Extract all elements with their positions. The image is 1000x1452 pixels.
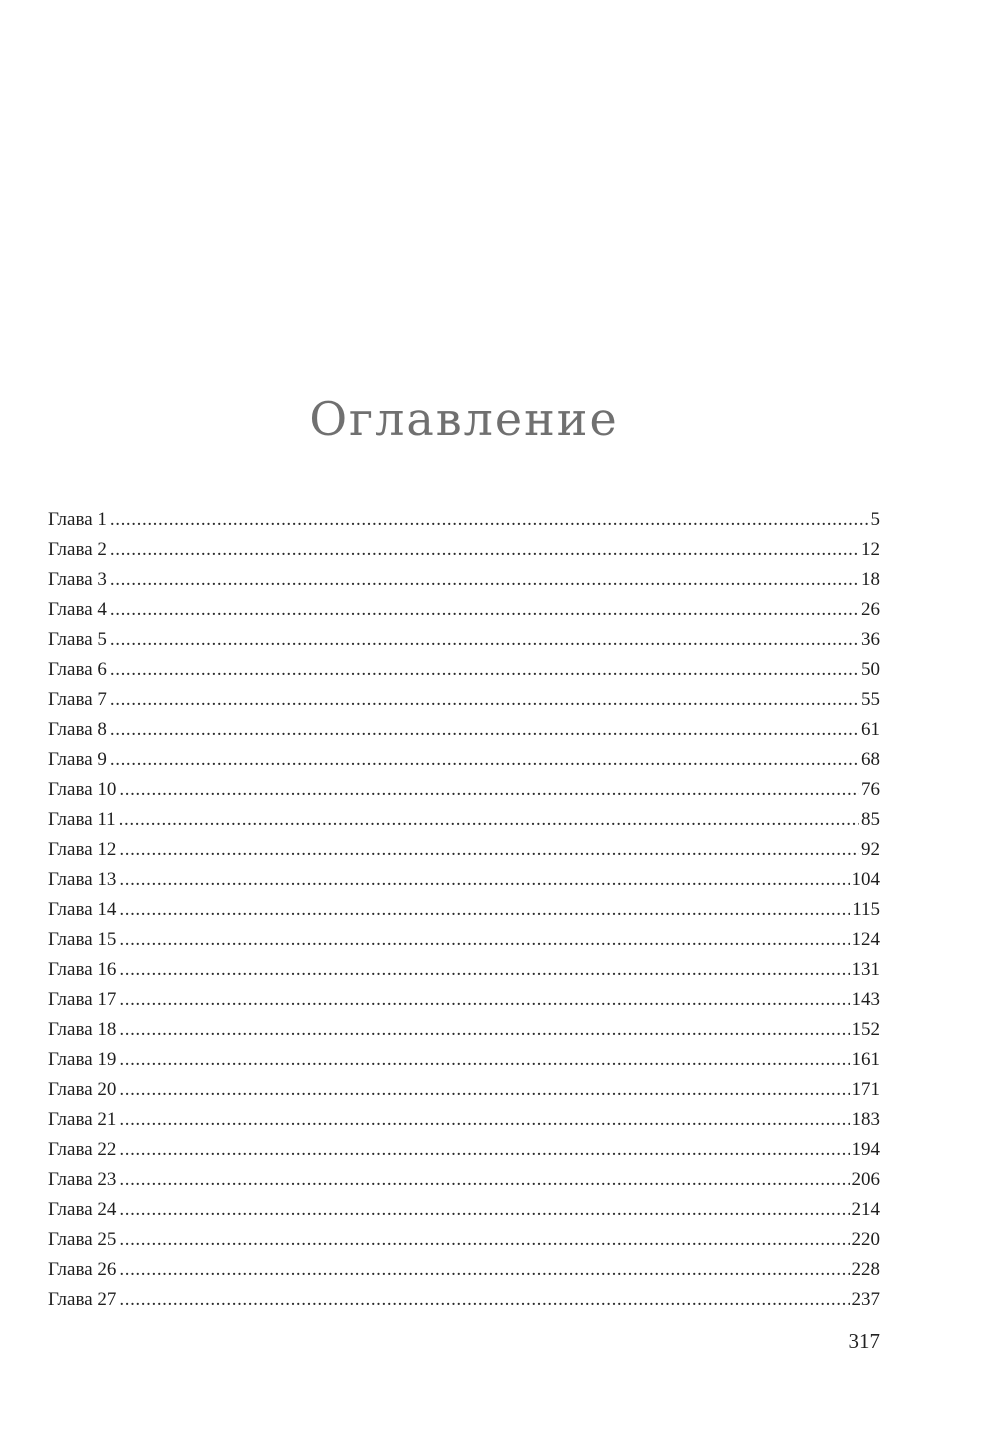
toc-entry-label: Глава 16 bbox=[48, 959, 117, 980]
toc-dot-leader bbox=[119, 1165, 849, 1195]
toc-entry bbox=[48, 1075, 880, 1105]
toc-entry-page: 5 bbox=[870, 509, 880, 530]
toc-entry bbox=[48, 805, 880, 835]
toc-entry-label: Глава 27 bbox=[48, 1289, 117, 1310]
toc-entry-label: Глава 2 bbox=[48, 539, 107, 560]
toc-entry-page: 124 bbox=[851, 929, 880, 950]
toc-entry-label: Глава 7 bbox=[48, 689, 107, 710]
toc-entry bbox=[48, 895, 880, 925]
toc-entry-page: 194 bbox=[851, 1139, 880, 1160]
toc-dot-leader bbox=[110, 505, 869, 535]
toc-entry bbox=[48, 955, 880, 985]
toc-entry-page: 104 bbox=[851, 869, 880, 890]
toc-entry-page: 50 bbox=[861, 659, 880, 680]
toc-entry bbox=[48, 625, 880, 655]
toc-entry bbox=[48, 1045, 880, 1075]
toc-entry-label: Глава 18 bbox=[48, 1019, 117, 1040]
toc-entry-page: 171 bbox=[851, 1079, 880, 1100]
toc-list bbox=[48, 505, 880, 1315]
toc-dot-leader bbox=[119, 865, 849, 895]
toc-entry-page: 152 bbox=[851, 1019, 880, 1040]
toc-entry-label: Глава 6 bbox=[48, 659, 107, 680]
toc-entry-page: 12 bbox=[861, 539, 880, 560]
toc-entry-page: 143 bbox=[851, 989, 880, 1010]
toc-dot-leader bbox=[110, 535, 859, 565]
toc-entry-label: Глава 15 bbox=[48, 929, 117, 950]
toc-entry bbox=[48, 1195, 880, 1225]
toc-entry bbox=[48, 715, 880, 745]
toc-entry-page: 237 bbox=[851, 1289, 880, 1310]
toc-entry-label: Глава 5 bbox=[48, 629, 107, 650]
toc-entry-page: 206 bbox=[851, 1169, 880, 1190]
toc-dot-leader bbox=[119, 895, 850, 925]
toc-dot-leader bbox=[119, 1225, 849, 1255]
toc-dot-leader bbox=[119, 1135, 849, 1165]
toc-entry bbox=[48, 595, 880, 625]
toc-entry-label: Глава 14 bbox=[48, 899, 117, 920]
toc-entry bbox=[48, 1165, 880, 1195]
toc-title: Оглавление bbox=[309, 392, 619, 446]
toc-entry bbox=[48, 655, 880, 685]
toc-dot-leader bbox=[110, 625, 859, 655]
toc-entry-label: Глава 10 bbox=[48, 779, 117, 800]
toc-dot-leader bbox=[119, 1255, 849, 1285]
toc-entry-label: Глава 13 bbox=[48, 869, 117, 890]
toc-dot-leader bbox=[119, 985, 849, 1015]
toc-entry-page: 214 bbox=[851, 1199, 880, 1220]
toc-entry-label: Глава 4 bbox=[48, 599, 107, 620]
toc-entry-label: Глава 8 bbox=[48, 719, 107, 740]
toc-dot-leader bbox=[119, 955, 849, 985]
toc-entry-label: Глава 12 bbox=[48, 839, 117, 860]
toc-entry-label: Глава 21 bbox=[48, 1109, 117, 1130]
toc-dot-leader bbox=[119, 1015, 849, 1045]
toc-entry bbox=[48, 535, 880, 565]
toc-entry bbox=[48, 1135, 880, 1165]
toc-dot-leader bbox=[119, 1075, 849, 1105]
toc-entry-label: Глава 1 bbox=[48, 509, 107, 530]
toc-entry-label: Глава 11 bbox=[48, 809, 116, 830]
toc-entry-label: Глава 19 bbox=[48, 1049, 117, 1070]
toc-entry-label: Глава 20 bbox=[48, 1079, 117, 1100]
toc-entry-page: 92 bbox=[861, 839, 880, 860]
toc-dot-leader bbox=[119, 775, 859, 805]
toc-entry-page: 26 bbox=[861, 599, 880, 620]
toc-entry-label: Глава 26 bbox=[48, 1259, 117, 1280]
toc-dot-leader bbox=[110, 565, 859, 595]
toc-entry-label: Глава 23 bbox=[48, 1169, 117, 1190]
toc-entry-page: 161 bbox=[851, 1049, 880, 1070]
toc-entry bbox=[48, 1285, 880, 1315]
toc-entry bbox=[48, 835, 880, 865]
toc-entry bbox=[48, 925, 880, 955]
page-number: 317 bbox=[848, 1329, 880, 1353]
toc-entry-label: Глава 17 bbox=[48, 989, 117, 1010]
toc-entry-label: Глава 22 bbox=[48, 1139, 117, 1160]
toc-entry bbox=[48, 985, 880, 1015]
toc-entry-page: 61 bbox=[861, 719, 880, 740]
toc-entry bbox=[48, 505, 880, 535]
toc-dot-leader bbox=[119, 805, 859, 835]
toc-dot-leader bbox=[119, 1045, 849, 1075]
toc-entry-page: 228 bbox=[851, 1259, 880, 1280]
toc-entry bbox=[48, 685, 880, 715]
toc-entry bbox=[48, 1255, 880, 1285]
toc-dot-leader bbox=[110, 685, 859, 715]
toc-entry-page: 85 bbox=[861, 809, 880, 830]
toc-entry-page: 18 bbox=[861, 569, 880, 590]
toc-entry bbox=[48, 1105, 880, 1135]
toc-dot-leader bbox=[119, 1195, 849, 1225]
toc-entry-page: 76 bbox=[861, 779, 880, 800]
toc-entry bbox=[48, 1015, 880, 1045]
toc-entry-label: Глава 24 bbox=[48, 1199, 117, 1220]
toc-entry-page: 55 bbox=[861, 689, 880, 710]
toc-entry bbox=[48, 565, 880, 595]
toc-entry-page: 131 bbox=[851, 959, 880, 980]
toc-entry-page: 115 bbox=[852, 899, 880, 920]
toc-entry bbox=[48, 745, 880, 775]
toc-entry-page: 36 bbox=[861, 629, 880, 650]
toc-entry-page: 220 bbox=[851, 1229, 880, 1250]
toc-entry bbox=[48, 775, 880, 805]
toc-dot-leader bbox=[119, 835, 859, 865]
toc-dot-leader bbox=[110, 595, 859, 625]
toc-dot-leader bbox=[119, 1105, 849, 1135]
toc-entry-page: 183 bbox=[851, 1109, 880, 1130]
toc-entry-page: 68 bbox=[861, 749, 880, 770]
toc-entry-label: Глава 9 bbox=[48, 749, 107, 770]
toc-entry bbox=[48, 1225, 880, 1255]
toc-entry-label: Глава 3 bbox=[48, 569, 107, 590]
toc-dot-leader bbox=[110, 655, 859, 685]
toc-entry bbox=[48, 865, 880, 895]
toc-dot-leader bbox=[119, 1285, 849, 1315]
toc-dot-leader bbox=[119, 925, 849, 955]
toc-entry-label: Глава 25 bbox=[48, 1229, 117, 1250]
toc-dot-leader bbox=[110, 715, 859, 745]
toc-dot-leader bbox=[110, 745, 859, 775]
